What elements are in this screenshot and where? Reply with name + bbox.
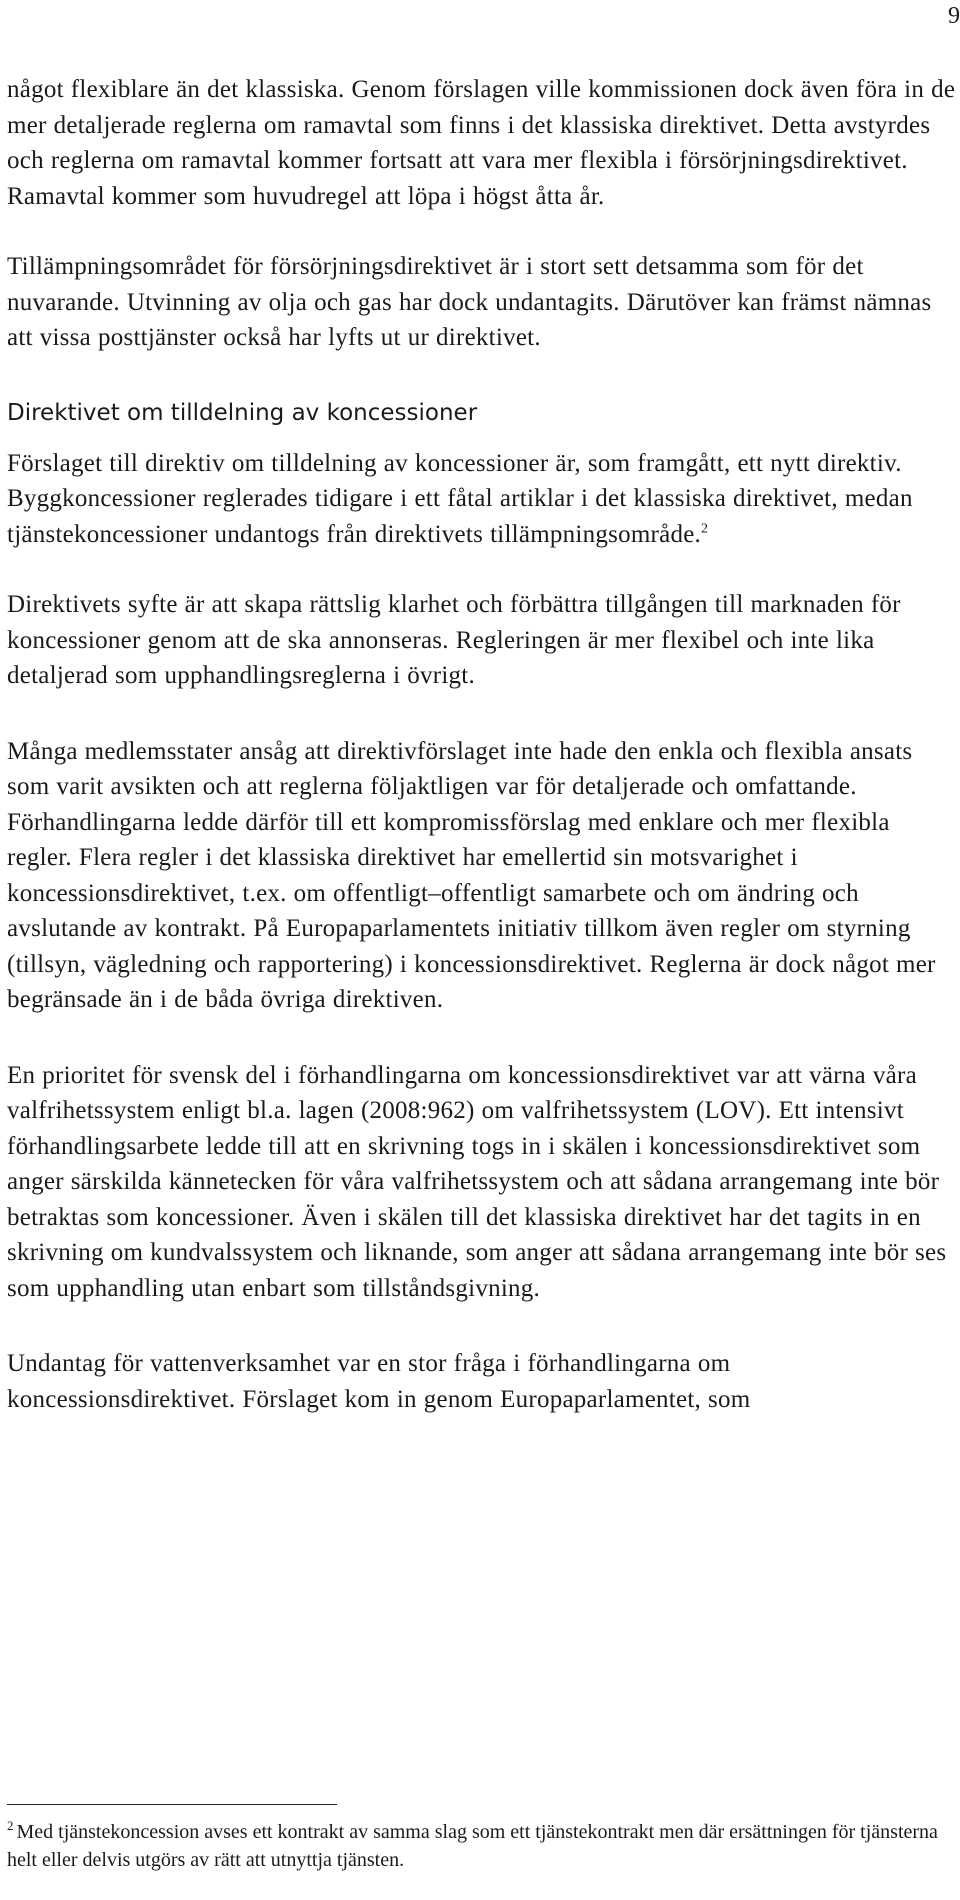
paragraph-flexible-rules: något flexiblare än det klassiska. Genom förslagen ville kommissionen dock även föra in de mer detaljerade reglerna om ramavtal som finns i det klassiska direktivet. Detta avstyrdes och reglerna om ramavtal kommer fortsatt att vara mer flexibla i försörjningsdirektivet. Ramavtal kommer som huvudregel att löpa i högst åtta år. [7, 76, 956, 210]
paragraph-member-states: Många medlemsstater ansåg att direktivförslaget inte hade den enkla och flexibla ansats som varit avsikten och att reglerna följaktligen var för detaljerade och omfattande. Förhandlingarna ledde därför till ett kompromissförslag med enklare och mer flexibla regler. Flera regler i det klassiska direktivet har emellertid sin motsvarighet i koncessionsdirektivet, t.ex. om offentligt–offentligt samarbete och om ändring och avslutande av kontrakt. På Europaparlamentets initiativ tillkom även regler om styrning (tillsyn, vägledning och rapportering) i koncessionsdirektivet. Reglerna är dock något mer begränsade än i de båda övriga direktiven. [7, 737, 936, 1013]
footnote [7, 1818, 957, 1874]
paragraph-swedish-priority: En prioritet för svensk del i förhandlingarna om koncessionsdirektivet var att värna våra valfrihetssystem enligt bl.a. lagen (2008:962) om valfrihetssystem (LOV). Ett intensivt förhandlingsarbete ledde till att en skrivning togs in i skälen i koncessionsdirektivet som anger särskilda kännetecken för våra valfrihetssystem och att sådana arrangemang inte bör betraktas som koncessioner. Även i skälen till det klassiska direktivet har det tagits in en skrivning om kundvalssystem och liknande, som anger att sådana arrangemang inte bör ses som upphandling utan enbart som tillståndsgivning. [7, 1061, 947, 1302]
paragraph-concession-proposal-text: Förslaget till direktiv om tilldelning av koncessioner är, som framgått, ett nytt direktiv. Byggkoncessioner reglerades tidigare i ett fåtal artiklar i det klassiska direktivet, medan tjänstekoncessioner undantogs från direktivets tillämpningsområde. [7, 449, 913, 548]
footnote-marker: 2 [7, 1818, 14, 1834]
paragraph-water-exemption: Undantag för vattenverksamhet var en stor fråga i förhandlingarna om koncessionsdirektivet. Förslaget kom in genom Europaparlamentet, som [7, 1350, 751, 1413]
footnote-divider [7, 1804, 337, 1805]
paragraph-directive-purpose: Direktivets syfte är att skapa rättslig klarhet och förbättra tillgången till marknaden för koncessioner genom att de ska annonseras. Regleringen är mer flexibel och inte lika detaljerad som upphandlingsreglerna i övrigt. [7, 591, 901, 689]
page-number: 9 [948, 3, 960, 29]
footnote-text: Med tjänstekoncession avses ett kontrakt av samma slag som ett tjänstekontrakt men där ersättningen för tjänsterna helt eller delvis utgörs av rätt att utnyttja tjänsten. [7, 1821, 938, 1871]
paragraph-scope: Tillämpningsområdet för försörjningsdirektivet är i stort sett detsamma som för det nuvarande. Utvinning av olja och gas har dock undantagits. Därutöver kan främst nämnas att vissa posttjänster också har lyfts ut ur direktivet. [7, 253, 932, 351]
page-body [7, 72, 957, 1417]
footnote-reference: 2 [701, 521, 709, 537]
section-heading-concessions: Direktivet om tilldelning av koncessioner [7, 399, 478, 426]
paragraph-concession-proposal [7, 446, 957, 553]
